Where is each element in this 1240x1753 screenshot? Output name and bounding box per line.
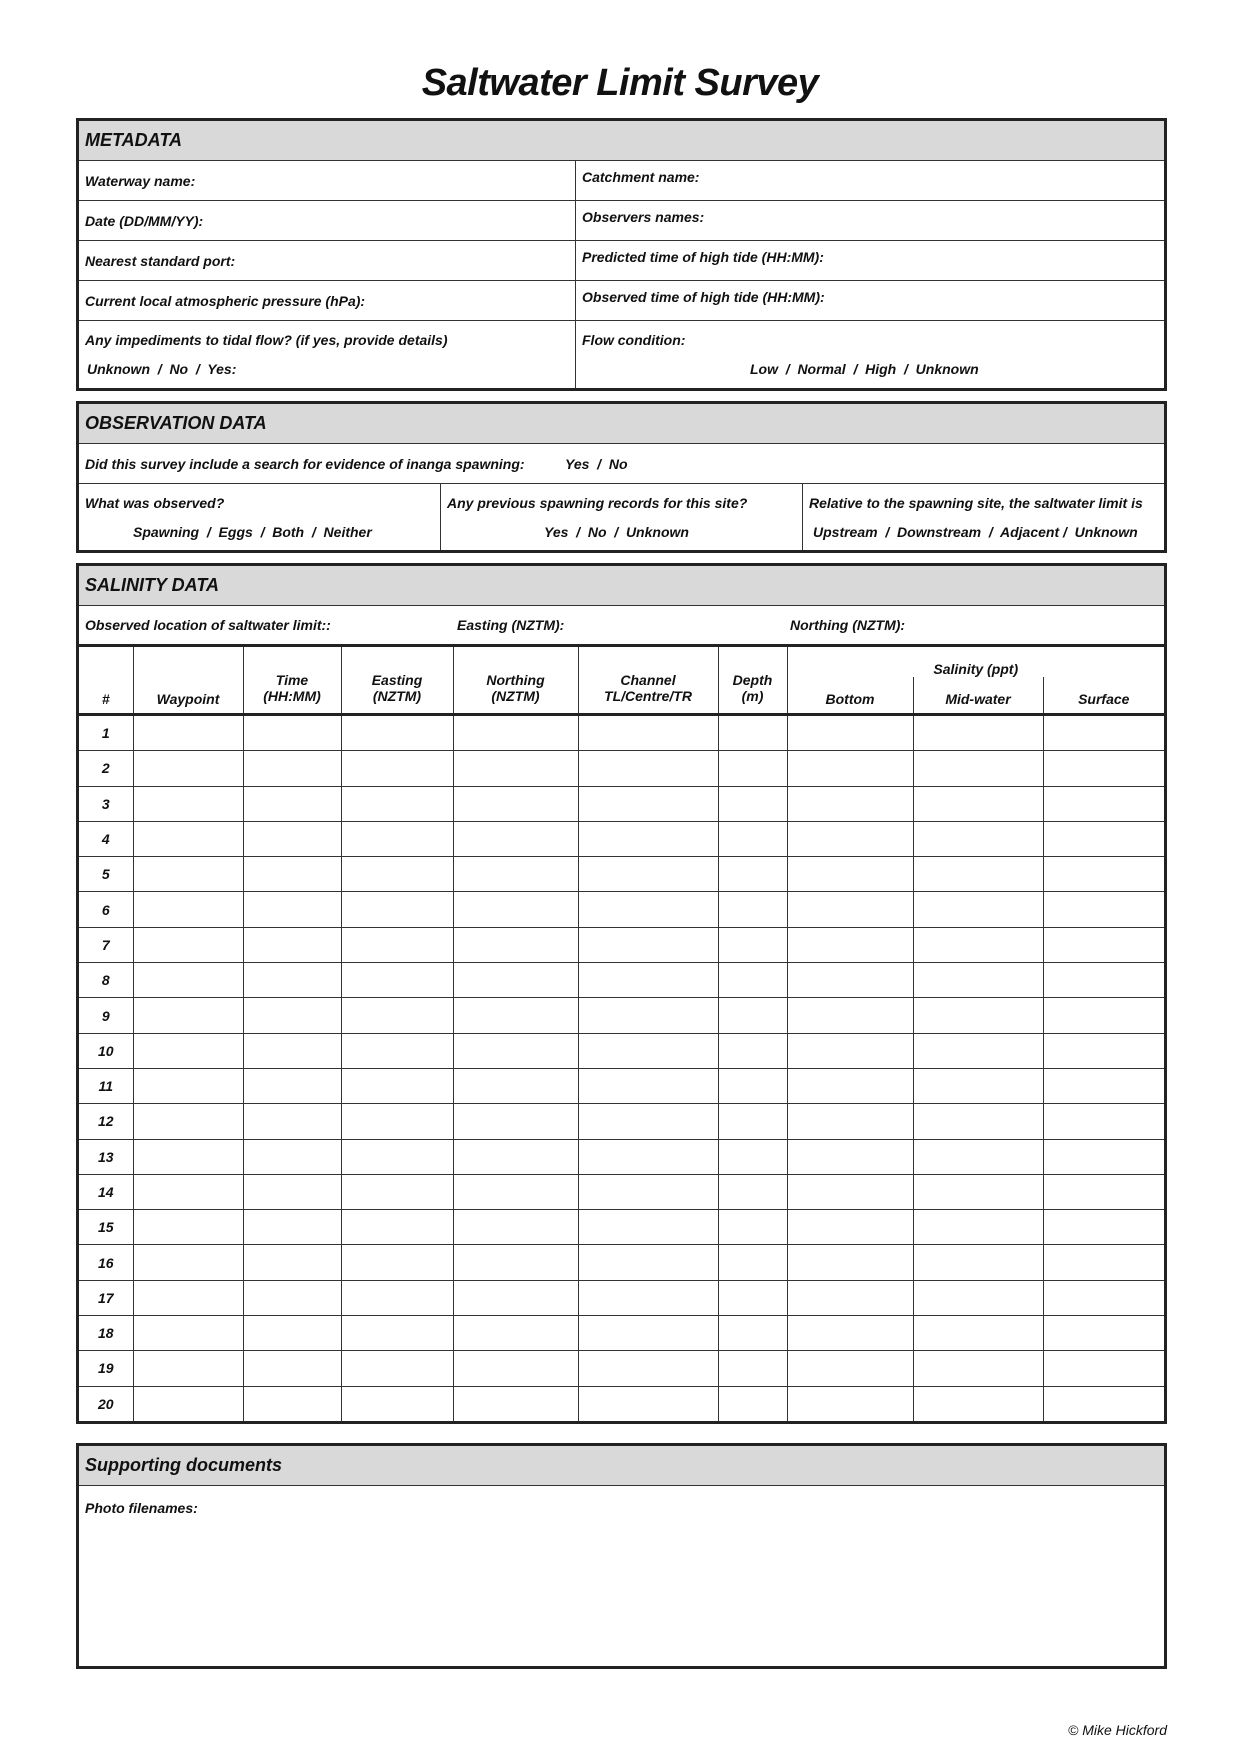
cell-channel[interactable] [578, 1245, 718, 1280]
table-row [79, 1068, 1164, 1103]
cell-waypoint[interactable] [133, 715, 243, 751]
salinity-section [76, 563, 1167, 1424]
location-easting-field[interactable]: Easting (NZTM): [457, 617, 565, 633]
cell-channel[interactable] [578, 963, 718, 998]
flow-condition-options[interactable]: Low / Normal / High / Unknown [750, 361, 979, 378]
cell-bottom[interactable] [787, 927, 913, 962]
cell-time[interactable] [243, 1280, 341, 1315]
cell-easting[interactable] [341, 927, 453, 962]
salinity-table [79, 647, 1164, 1421]
cell-depth[interactable] [718, 1174, 787, 1209]
table-row [79, 1351, 1164, 1386]
cell-northing[interactable] [453, 1351, 578, 1386]
cell-easting[interactable] [341, 998, 453, 1033]
col-northing: Northing (NZTM) [453, 647, 578, 715]
table-row [79, 1139, 1164, 1174]
cell-easting[interactable] [341, 1033, 453, 1068]
cell-surface[interactable] [1043, 821, 1164, 856]
cell-bottom[interactable] [787, 1210, 913, 1245]
cell-bottom[interactable] [787, 1245, 913, 1280]
col-midwater: Mid-water [913, 677, 1043, 715]
cell-channel[interactable] [578, 1033, 718, 1068]
cell-bottom[interactable] [787, 1104, 913, 1139]
cell-surface[interactable] [1043, 963, 1164, 998]
cell-channel[interactable] [578, 821, 718, 856]
row-number: 19 [79, 1351, 133, 1386]
flow-condition-field[interactable] [576, 321, 1164, 388]
table-row [79, 998, 1164, 1033]
cell-easting[interactable] [341, 963, 453, 998]
table-row [79, 1386, 1164, 1421]
previous-records-question: Any previous spawning records for this site? [447, 494, 748, 511]
what-observed-question: What was observed? [85, 494, 225, 511]
cell-waypoint[interactable] [133, 1068, 243, 1103]
cell-waypoint[interactable] [133, 927, 243, 962]
cell-waypoint[interactable] [133, 1139, 243, 1174]
cell-channel[interactable] [578, 1386, 718, 1421]
cell-northing[interactable] [453, 1033, 578, 1068]
cell-midwater[interactable] [913, 963, 1043, 998]
cell-easting[interactable] [341, 892, 453, 927]
cell-depth[interactable] [718, 821, 787, 856]
table-row [79, 1104, 1164, 1139]
cell-midwater[interactable] [913, 1351, 1043, 1386]
cell-midwater[interactable] [913, 1316, 1043, 1351]
cell-bottom[interactable] [787, 1068, 913, 1103]
waterway-name-field[interactable]: Waterway name: [79, 161, 576, 200]
row-number: 7 [79, 927, 133, 962]
nearest-port-field[interactable]: Nearest standard port: [79, 241, 576, 280]
cell-waypoint[interactable] [133, 1210, 243, 1245]
col-depth: Depth (m) [718, 647, 787, 715]
cell-surface[interactable] [1043, 1316, 1164, 1351]
cell-northing[interactable] [453, 1245, 578, 1280]
cell-surface[interactable] [1043, 998, 1164, 1033]
cell-midwater[interactable] [913, 857, 1043, 892]
flow-condition-label: Flow condition: [582, 331, 686, 348]
saltwater-location-label: Observed location of saltwater limit:: [85, 617, 331, 633]
cell-surface[interactable] [1043, 1245, 1164, 1280]
cell-easting[interactable] [341, 1104, 453, 1139]
row-number: 10 [79, 1033, 133, 1068]
cell-time[interactable] [243, 715, 341, 751]
cell-northing[interactable] [453, 751, 578, 786]
what-observed-options[interactable]: Spawning / Eggs / Both / Neither [133, 523, 372, 540]
cell-time[interactable] [243, 821, 341, 856]
supporting-header: Supporting documents [79, 1446, 1164, 1486]
cell-channel[interactable] [578, 1280, 718, 1315]
cell-waypoint[interactable] [133, 1245, 243, 1280]
cell-depth[interactable] [718, 1033, 787, 1068]
cell-depth[interactable] [718, 963, 787, 998]
cell-easting[interactable] [341, 715, 453, 751]
cell-surface[interactable] [1043, 1351, 1164, 1386]
cell-midwater[interactable] [913, 751, 1043, 786]
cell-waypoint[interactable] [133, 1351, 243, 1386]
cell-northing[interactable] [453, 963, 578, 998]
cell-surface[interactable] [1043, 751, 1164, 786]
cell-time[interactable] [243, 927, 341, 962]
col-channel: Channel TL/Centre/TR [578, 647, 718, 715]
salinity-header: SALINITY DATA [79, 566, 1164, 606]
row-number: 2 [79, 751, 133, 786]
observation-header: OBSERVATION DATA [79, 404, 1164, 444]
cell-depth[interactable] [718, 715, 787, 751]
cell-bottom[interactable] [787, 786, 913, 821]
cell-depth[interactable] [718, 857, 787, 892]
cell-bottom[interactable] [787, 751, 913, 786]
cell-northing[interactable] [453, 1316, 578, 1351]
copyright-footer: © Mike Hickford [1068, 1722, 1167, 1738]
cell-northing[interactable] [453, 1174, 578, 1209]
cell-waypoint[interactable] [133, 963, 243, 998]
cell-channel[interactable] [578, 1316, 718, 1351]
cell-bottom[interactable] [787, 715, 913, 751]
cell-time[interactable] [243, 857, 341, 892]
catchment-name-field[interactable]: Catchment name: [582, 169, 700, 185]
row-number: 1 [79, 715, 133, 751]
cell-surface[interactable] [1043, 1280, 1164, 1315]
cell-time[interactable] [243, 1316, 341, 1351]
cell-waypoint[interactable] [133, 821, 243, 856]
cell-time[interactable] [243, 892, 341, 927]
table-row [79, 1245, 1164, 1280]
cell-time[interactable] [243, 1210, 341, 1245]
cell-bottom[interactable] [787, 821, 913, 856]
col-waypoint: Waypoint [133, 647, 243, 715]
row-number: 13 [79, 1139, 133, 1174]
cell-depth[interactable] [718, 1316, 787, 1351]
cell-waypoint[interactable] [133, 1033, 243, 1068]
table-row [79, 1210, 1164, 1245]
cell-easting[interactable] [341, 786, 453, 821]
col-salinity-group: Salinity (ppt) [787, 647, 1164, 677]
cell-channel[interactable] [578, 892, 718, 927]
row-number: 11 [79, 1068, 133, 1103]
cell-surface[interactable] [1043, 1068, 1164, 1103]
atmospheric-pressure-field[interactable]: Current local atmospheric pressure (hPa): [79, 281, 576, 320]
row-number: 17 [79, 1280, 133, 1315]
metadata-header: METADATA [79, 121, 1164, 161]
date-field[interactable]: Date (DD/MM/YY): [79, 201, 576, 240]
relative-location-options[interactable]: Upstream / Downstream / Adjacent / Unknown [813, 523, 1138, 540]
cell-bottom[interactable] [787, 963, 913, 998]
cell-time[interactable] [243, 786, 341, 821]
col-time: Time (HH:MM) [243, 647, 341, 715]
cell-northing[interactable] [453, 998, 578, 1033]
table-row [79, 1174, 1164, 1209]
table-row [79, 751, 1164, 786]
cell-waypoint[interactable] [133, 1386, 243, 1421]
cell-channel[interactable] [578, 927, 718, 962]
cell-waypoint[interactable] [133, 1174, 243, 1209]
cell-time[interactable] [243, 1245, 341, 1280]
cell-depth[interactable] [718, 1068, 787, 1103]
cell-channel[interactable] [578, 1104, 718, 1139]
cell-waypoint[interactable] [133, 1316, 243, 1351]
table-row [79, 927, 1164, 962]
cell-midwater[interactable] [913, 1139, 1043, 1174]
relative-location-field[interactable] [803, 484, 1164, 550]
cell-surface[interactable] [1043, 1033, 1164, 1068]
cell-northing[interactable] [453, 857, 578, 892]
cell-northing[interactable] [453, 892, 578, 927]
cell-depth[interactable] [718, 1210, 787, 1245]
cell-bottom[interactable] [787, 892, 913, 927]
table-row [79, 1033, 1164, 1068]
cell-surface[interactable] [1043, 857, 1164, 892]
row-number: 3 [79, 786, 133, 821]
cell-midwater[interactable] [913, 821, 1043, 856]
observers-names-field[interactable]: Observers names: [582, 209, 705, 225]
cell-channel[interactable] [578, 857, 718, 892]
cell-midwater[interactable] [913, 1174, 1043, 1209]
page-title: Saltwater Limit Survey [421, 62, 819, 104]
row-number: 12 [79, 1104, 133, 1139]
table-row [79, 963, 1164, 998]
cell-northing[interactable] [453, 1104, 578, 1139]
cell-depth[interactable] [718, 927, 787, 962]
cell-channel[interactable] [578, 1351, 718, 1386]
relative-location-question: Relative to the spawning site, the saltwater limit is [809, 494, 1143, 511]
cell-surface[interactable] [1043, 1139, 1164, 1174]
cell-midwater[interactable] [913, 998, 1043, 1033]
row-number: 15 [79, 1210, 133, 1245]
cell-surface[interactable] [1043, 1174, 1164, 1209]
cell-waypoint[interactable] [133, 1104, 243, 1139]
cell-time[interactable] [243, 998, 341, 1033]
cell-bottom[interactable] [787, 1351, 913, 1386]
cell-easting[interactable] [341, 1316, 453, 1351]
row-number: 6 [79, 892, 133, 927]
impediments-field[interactable] [79, 321, 576, 388]
row-number: 20 [79, 1386, 133, 1421]
cell-channel[interactable] [578, 1210, 718, 1245]
cell-midwater[interactable] [913, 1068, 1043, 1103]
row-number: 5 [79, 857, 133, 892]
cell-surface[interactable] [1043, 892, 1164, 927]
cell-channel[interactable] [578, 998, 718, 1033]
cell-depth[interactable] [718, 998, 787, 1033]
cell-channel[interactable] [578, 751, 718, 786]
cell-bottom[interactable] [787, 1139, 913, 1174]
cell-depth[interactable] [718, 892, 787, 927]
cell-easting[interactable] [341, 1210, 453, 1245]
row-number: 16 [79, 1245, 133, 1280]
col-number: # [79, 647, 133, 715]
cell-time[interactable] [243, 963, 341, 998]
cell-northing[interactable] [453, 1210, 578, 1245]
cell-time[interactable] [243, 1351, 341, 1386]
cell-northing[interactable] [453, 821, 578, 856]
cell-surface[interactable] [1043, 1210, 1164, 1245]
row-number: 18 [79, 1316, 133, 1351]
cell-surface[interactable] [1043, 715, 1164, 751]
cell-bottom[interactable] [787, 1316, 913, 1351]
cell-northing[interactable] [453, 1280, 578, 1315]
cell-channel[interactable] [578, 1139, 718, 1174]
cell-depth[interactable] [718, 1351, 787, 1386]
cell-northing[interactable] [453, 715, 578, 751]
cell-time[interactable] [243, 1174, 341, 1209]
cell-depth[interactable] [718, 1139, 787, 1174]
cell-bottom[interactable] [787, 1386, 913, 1421]
cell-time[interactable] [243, 1139, 341, 1174]
cell-waypoint[interactable] [133, 998, 243, 1033]
cell-waypoint[interactable] [133, 786, 243, 821]
cell-midwater[interactable] [913, 927, 1043, 962]
col-bottom: Bottom [787, 677, 913, 715]
cell-midwater[interactable] [913, 892, 1043, 927]
cell-channel[interactable] [578, 1174, 718, 1209]
cell-easting[interactable] [341, 857, 453, 892]
cell-easting[interactable] [341, 1386, 453, 1421]
cell-depth[interactable] [718, 1245, 787, 1280]
cell-easting[interactable] [341, 1174, 453, 1209]
cell-easting[interactable] [341, 1245, 453, 1280]
inanga-search-options[interactable]: Yes / No [565, 455, 628, 472]
cell-surface[interactable] [1043, 927, 1164, 962]
cell-waypoint[interactable] [133, 751, 243, 786]
table-row [79, 821, 1164, 856]
cell-channel[interactable] [578, 786, 718, 821]
location-northing-field[interactable]: Northing (NZTM): [790, 617, 906, 633]
table-row [79, 1316, 1164, 1351]
cell-bottom[interactable] [787, 1280, 913, 1315]
cell-depth[interactable] [718, 751, 787, 786]
cell-channel[interactable] [578, 715, 718, 751]
row-number: 8 [79, 963, 133, 998]
inanga-search-question: Did this survey include a search for evidence of inanga spawning: [85, 455, 525, 472]
cell-northing[interactable] [453, 786, 578, 821]
photo-filenames-field[interactable]: Photo filenames: [85, 1500, 198, 1516]
cell-midwater[interactable] [913, 1386, 1043, 1421]
table-row [79, 1280, 1164, 1315]
cell-time[interactable] [243, 1033, 341, 1068]
table-row [79, 857, 1164, 892]
what-observed-field[interactable] [79, 484, 441, 550]
cell-midwater[interactable] [913, 1280, 1043, 1315]
cell-time[interactable] [243, 1386, 341, 1421]
cell-depth[interactable] [718, 1104, 787, 1139]
cell-time[interactable] [243, 751, 341, 786]
observation-section [76, 401, 1167, 553]
cell-easting[interactable] [341, 821, 453, 856]
previous-records-field[interactable] [441, 484, 803, 550]
cell-surface[interactable] [1043, 1386, 1164, 1421]
cell-northing[interactable] [453, 1068, 578, 1103]
cell-waypoint[interactable] [133, 892, 243, 927]
cell-midwater[interactable] [913, 1210, 1043, 1245]
cell-easting[interactable] [341, 1068, 453, 1103]
cell-time[interactable] [243, 1068, 341, 1103]
cell-waypoint[interactable] [133, 857, 243, 892]
cell-northing[interactable] [453, 1386, 578, 1421]
cell-northing[interactable] [453, 1139, 578, 1174]
col-easting: Easting (NZTM) [341, 647, 453, 715]
table-row [79, 892, 1164, 927]
cell-depth[interactable] [718, 1280, 787, 1315]
cell-northing[interactable] [453, 927, 578, 962]
cell-depth[interactable] [718, 786, 787, 821]
row-number: 4 [79, 821, 133, 856]
table-row [79, 786, 1164, 821]
cell-channel[interactable] [578, 1068, 718, 1103]
cell-easting[interactable] [341, 1280, 453, 1315]
row-number: 14 [79, 1174, 133, 1209]
predicted-high-tide-field[interactable]: Predicted time of high tide (HH:MM): [582, 249, 824, 265]
cell-bottom[interactable] [787, 857, 913, 892]
supporting-section [76, 1443, 1167, 1669]
cell-surface[interactable] [1043, 1104, 1164, 1139]
impediments-question: Any impediments to tidal flow? (if yes, provide details) [85, 331, 448, 348]
cell-midwater[interactable] [913, 1104, 1043, 1139]
previous-records-options[interactable]: Yes / No / Unknown [544, 523, 689, 540]
cell-midwater[interactable] [913, 1245, 1043, 1280]
cell-easting[interactable] [341, 1351, 453, 1386]
cell-midwater[interactable] [913, 786, 1043, 821]
cell-surface[interactable] [1043, 786, 1164, 821]
table-row [79, 715, 1164, 751]
cell-easting[interactable] [341, 751, 453, 786]
row-number: 9 [79, 998, 133, 1033]
cell-bottom[interactable] [787, 998, 913, 1033]
cell-bottom[interactable] [787, 1033, 913, 1068]
col-surface: Surface [1043, 677, 1164, 715]
metadata-section [76, 118, 1167, 391]
observed-high-tide-field[interactable]: Observed time of high tide (HH:MM): [582, 289, 825, 305]
impediments-options[interactable]: Unknown / No / Yes: [87, 361, 237, 378]
cell-depth[interactable] [718, 1386, 787, 1421]
cell-bottom[interactable] [787, 1174, 913, 1209]
cell-waypoint[interactable] [133, 1280, 243, 1315]
cell-easting[interactable] [341, 1139, 453, 1174]
cell-time[interactable] [243, 1104, 341, 1139]
cell-midwater[interactable] [913, 715, 1043, 751]
cell-midwater[interactable] [913, 1033, 1043, 1068]
